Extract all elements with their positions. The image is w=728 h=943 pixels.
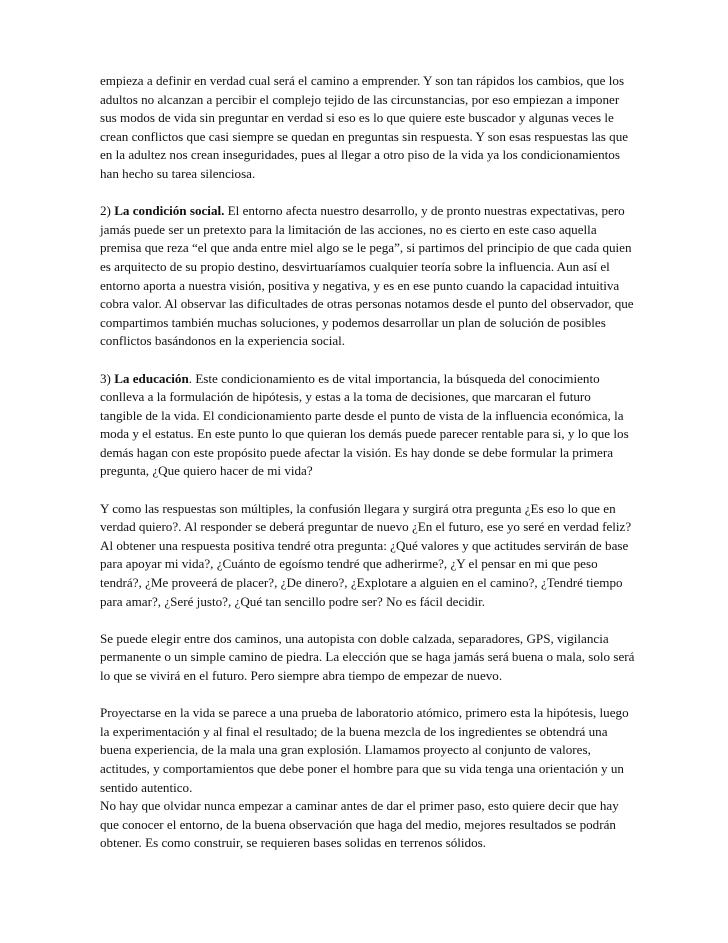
paragraph-intro: empieza a definir en verdad cual será el camino a emprender. Y son tan rápidos los cambios, que los adultos no alcanzan a percibir el complejo tejido de las circunstancias, por eso empiezan a imponer sus modos de vida sin preguntar en verdad si eso es lo que quiere este buscador y algunas veces le crean conflictos que casi siempre se quedan en preguntas sin respuesta. Y son esas respuestas las que en la adultez nos crean inseguridades, pues al llegar a otro piso de la vida ya los condicionamientos han hecho su tarea silenciosa.	[100, 73, 629, 181]
section-heading: La condición social.	[114, 203, 225, 219]
paragraph-social-condition	[100, 202, 635, 351]
paragraph-first-step: No hay que olvidar nunca empezar a caminar antes de dar el primer paso, esto quiere decir que hay que conocer el entorno, de la buena observación que haga del medio, mejores resultados se podrán obtener. Es como construir, se requieren bases solidas en terrenos sólidos.	[100, 798, 619, 851]
section-number: 2)	[100, 203, 115, 219]
paragraph-two-paths: Se puede elegir entre dos caminos, una autopista con doble calzada, separadores, GPS, vigilancia permanente o un simple camino de piedra. La elección que se haga jamás será buena o mala, solo será lo que se vivirá en el futuro. Pero siempre abra tiempo de empezar de nuevo.	[100, 630, 635, 683]
paragraph-education	[100, 370, 635, 482]
document-page	[100, 72, 635, 853]
section-body: El entorno afecta nuestro desarrollo, y de pronto nuestras expectativas, pero jamás puede ser un pretexto para la limitación de las acciones, no es cierto en este caso aquella premisa que reza “el que anda entre miel algo se le pega”, si partimos del principio de que cada quien es arquitecto de su propio destino, desvirtuaríamos cualquier teoría sobre la influencia. Aun así el entorno aporta a nuestra visión, positiva y negativa, y es en ese punto cuando la capacidad intuitiva cobra valor. Al observar las dificultades de otras personas notamos desde el punto del observador, que compartimos también muchas soluciones, y podemos desarrollar un plan de solución de posibles conflictos basándonos en la experiencia social.	[100, 203, 634, 349]
section-number: 3)	[100, 370, 115, 386]
paragraph-laboratory: Proyectarse en la vida se parece a una prueba de laboratorio atómico, primero esta la hipótesis, luego la experimentación y al final el resultado; de la buena mezcla de los ingredientes se obtendrá una buena experiencia, de la mala una gran explosión. Llamamos proyecto al conjunto de valores, actitudes, y comportamientos que debe poner el hombre para que su vida tenga una orientación y un sentido autentico.	[100, 705, 629, 795]
section-body: . Este condicionamiento es de vital importancia, la búsqueda del conocimiento conlleva a la formulación de hipótesis, y estas a la toma de decisiones, que marcaran el futuro tangible de la vida. El condicionamiento parte desde el punto de vista de la influencia económica, la moda y el estatus. En este punto lo que quieran los demás puede parecer rentable para si, y lo que los demás hagan con este propósito puede afectar la visión. Es hay donde se debe formular la primera pregunta, ¿Que quiero hacer de mi vida?	[100, 370, 629, 479]
paragraph-questions: Y como las respuestas son múltiples, la confusión llegara y surgirá otra pregunta ¿Es eso lo que en verdad quiero?. Al responder se deberá preguntar de nuevo ¿En el futuro, ese yo seré en verdad feliz? Al obtener una respuesta positiva tendré otra pregunta: ¿Qué valores y que actitudes servirán de base para apoyar mi vida?, ¿Cuánto de egoísmo tendré que adherirme?, ¿Y el pensar en mi que peso tendrá?, ¿Me proveerá de placer?, ¿De dinero?, ¿Explotare a alguien en el camino?, ¿Tendré tiempo para amar?, ¿Seré justo?, ¿Qué tan sencillo podre ser? No es fácil decidir.	[100, 500, 632, 609]
section-heading: La educación	[114, 370, 189, 386]
